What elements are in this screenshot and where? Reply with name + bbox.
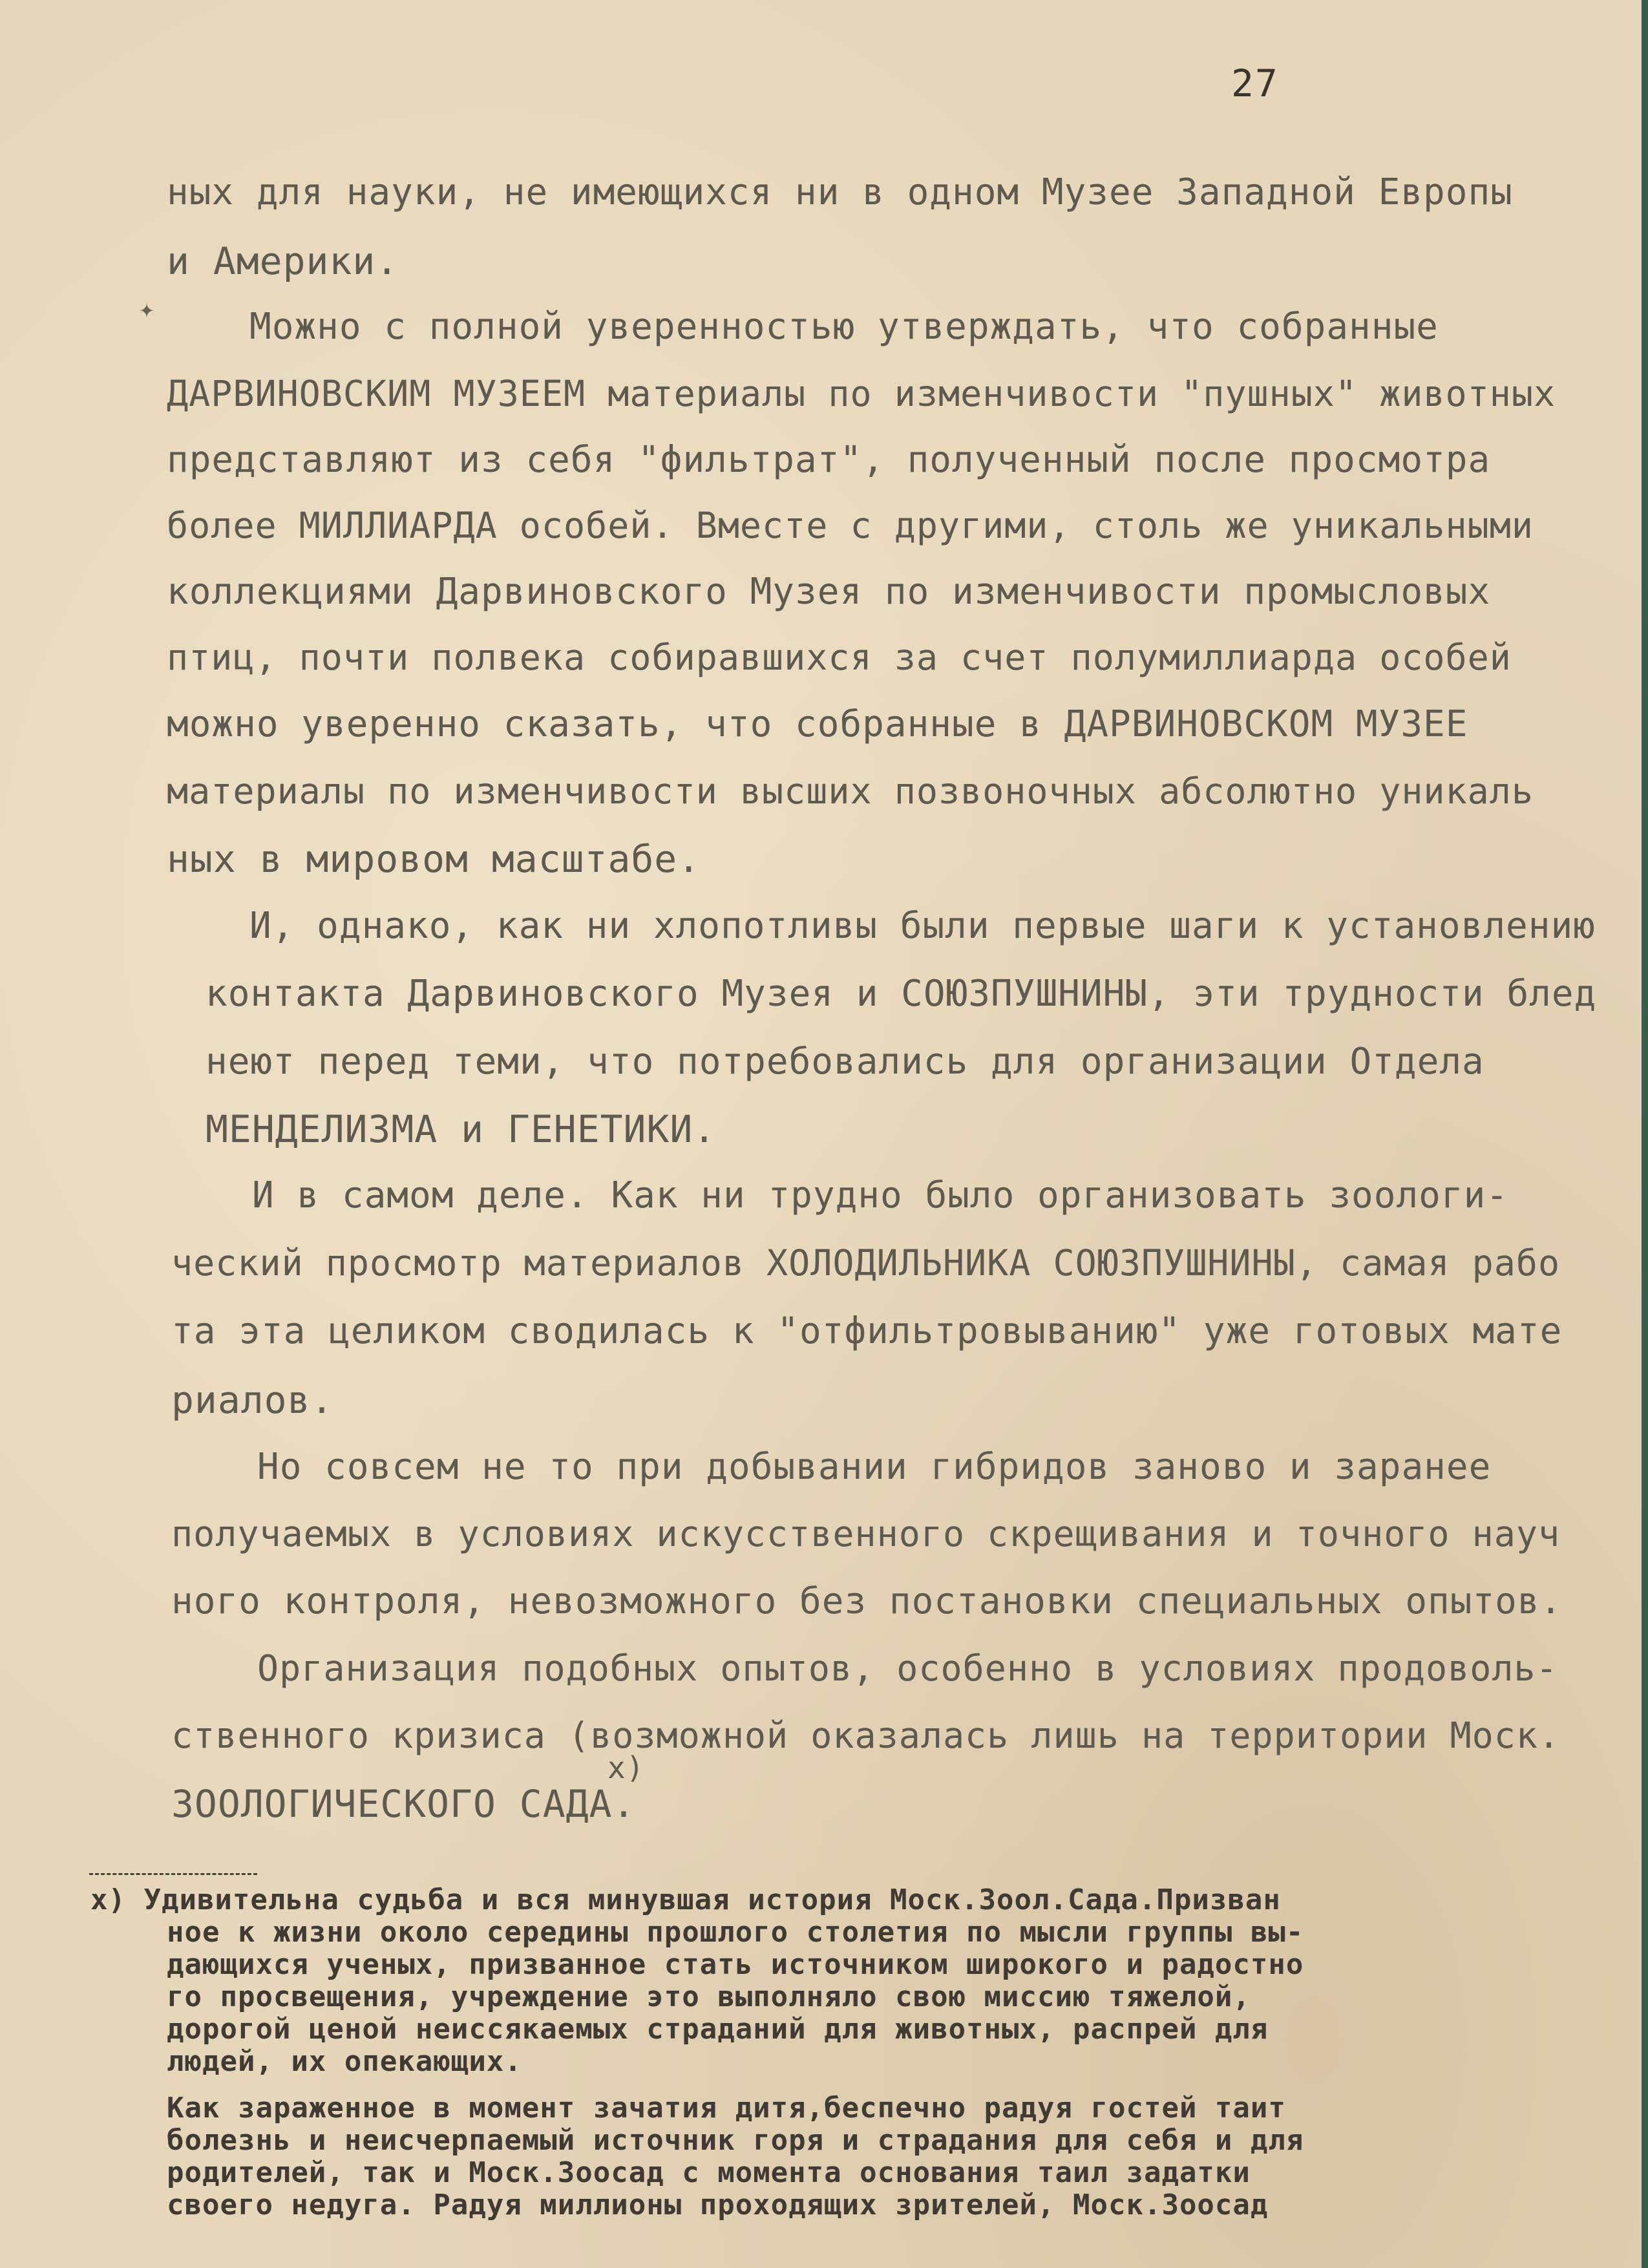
body-line: птиц, почти полвека собиравшихся за счет полумиллиарда особей (167, 637, 1512, 678)
footnote-line: ное к жизни около середины прошлого столетия по мысли группы вы- (167, 1916, 1304, 1949)
footnote-line: x) Удивительна судьба и вся минувшая история Моск.Зоол.Сада.Призван (90, 1883, 1281, 1916)
footnote-line: людей, их опекающих. (167, 2045, 522, 2078)
body-line: МЕНДЕЛИЗМА и ГЕНЕТИКИ. (206, 1107, 717, 1151)
body-line: ного контроля, невозможного без постановки специальных опытов. (171, 1580, 1563, 1622)
footnote-line: болезнь и неисчерпаемый источник горя и страдания для себя и для (167, 2124, 1304, 2157)
body-line: ЗООЛОГИЧЕСКОГО САДА. (171, 1782, 636, 1826)
body-line: ственного кризиса (возможной оказалась лишь на территории Моск. (171, 1715, 1561, 1756)
body-line: представляют из себя "фильтрат", полученный после просмотра (167, 439, 1491, 481)
body-line: И, однако, как ни хлопотливы были первые шаги к установлению (249, 905, 1596, 947)
body-line: Но совсем не то при добывании гибридов заново и заранее (257, 1446, 1492, 1488)
body-line: неют перед теми, что потребовались для организации Отдела (206, 1041, 1484, 1083)
body-line: ческий просмотр материалов ХОЛОДИЛЬНИКА СОЮЗПУШНИНЫ, самая рабо (171, 1242, 1561, 1284)
footnote-line: своего недуга. Радуя миллионы проходящих зрителей, Моск.Зоосад (167, 2189, 1269, 2221)
body-line: та эта целиком сводилась к "отфильтровыванию" уже готовых мате (171, 1310, 1563, 1352)
scan-background-edge (1642, 0, 1648, 2268)
body-line: И в самом деле. Как ни трудно было организовать зоологи- (252, 1174, 1509, 1216)
body-line: Можно с полной уверенностью утверждать, что собранные (249, 306, 1439, 348)
body-line: риалов. (171, 1378, 334, 1422)
body-line: более МИЛЛИАРДА особей. Вместе с другими, столь же уникальными (167, 505, 1534, 546)
footnote-line: дающихся ученых, призванное стать источником широкого и радостно (167, 1948, 1304, 1981)
body-line: и Америки. (167, 239, 399, 283)
page-number: 27 (1231, 61, 1279, 105)
footnote-line: родителей, так и Моск.Зоосад с момента основания таил задатки (167, 2156, 1251, 2189)
body-line: контакта Дарвиновского Музея и СОЮЗПУШНИНЫ, эти трудности блед (206, 973, 1597, 1015)
body-line: Организация подобных опытов, особенно в условиях продоволь- (257, 1648, 1558, 1689)
footnote-line: дорогой ценой неиссякаемых страданий для животных, распрей для (167, 2013, 1269, 2046)
footnote-line: го просвещения, учреждение это выполняло свою миссию тяжелой, (167, 1980, 1251, 2013)
body-line: получаемых в условиях искусственного скрещивания и точного науч (171, 1513, 1561, 1554)
margin-mark: ✦ (139, 294, 155, 324)
body-line: можно уверенно сказать, что собранные в ДАРВИНОВСКОМ МУЗЕЕ (167, 703, 1468, 745)
body-line: ных в мировом масштабе. (167, 837, 701, 881)
body-line: ных для науки, не имеющихся ни в одном Музее Западной Европы (167, 171, 1513, 213)
footnote-rule (89, 1873, 257, 1875)
body-line: материалы по изменчивости высших позвоночных абсолютно уникаль (167, 770, 1534, 812)
footnote-line: Как зараженное в момент зачатия дитя,беспечно радуя гостей таит (167, 2092, 1286, 2125)
body-line: коллекциями Дарвиновского Музея по изменчивости промысловых (167, 571, 1491, 613)
body-line: ДАРВИНОВСКИМ МУЗЕЕМ материалы по изменчивости "пушных" животных (167, 373, 1556, 414)
footnote-marker: x) (607, 1750, 645, 1785)
